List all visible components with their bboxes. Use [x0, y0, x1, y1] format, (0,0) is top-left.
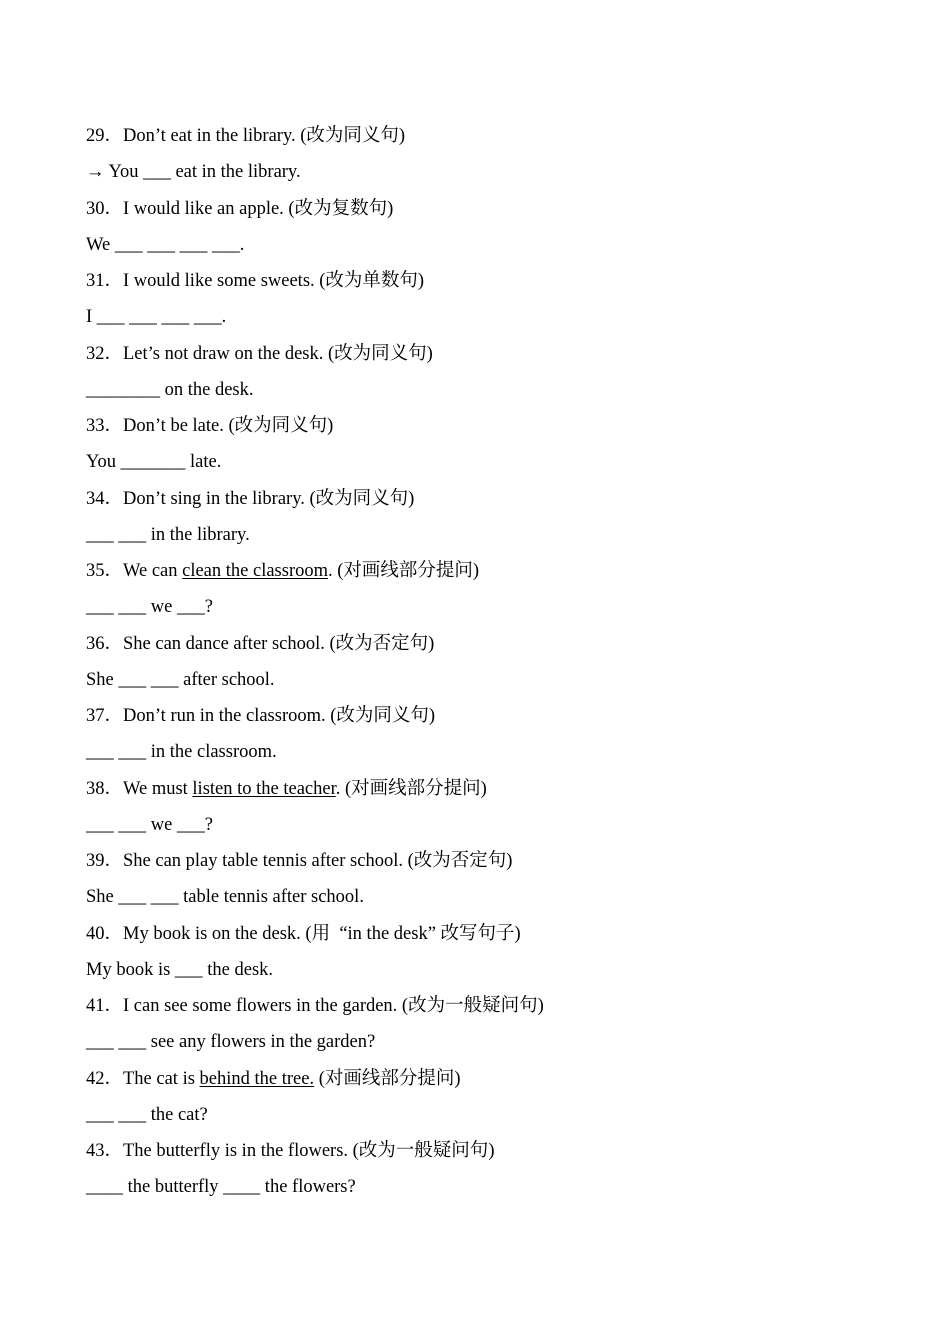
question-line — [86, 626, 886, 662]
answer-line — [86, 879, 886, 915]
text-segment: 43．The butterfly is in the flowers. (改为一般疑问句) — [86, 1141, 495, 1161]
answer-line — [86, 662, 886, 698]
text-segment: 37．Don’t run in the classroom. (改为同义句) — [86, 706, 436, 726]
text-segment: 33．Don’t be late. (改为同义句) — [86, 416, 334, 436]
question-line — [86, 1061, 886, 1097]
worksheet — [86, 118, 886, 1206]
answer-line — [86, 952, 886, 988]
text-segment: 38．We must — [86, 778, 193, 799]
text-segment: I ___ ___ ___ ___. — [86, 307, 227, 328]
text-segment: ___ ___ in the library. — [86, 524, 250, 545]
underlined-phrase: behind the tree. — [199, 1068, 315, 1089]
question-line — [86, 191, 886, 227]
question-line — [86, 481, 886, 517]
question-line — [86, 336, 886, 372]
answer-line — [86, 589, 886, 625]
text-segment: . (对画线部分提问) — [328, 561, 480, 581]
text-segment: 29．Don’t eat in the library. (改为同义句) — [86, 126, 406, 146]
text-segment: 41．I can see some flowers in the garden. (改为一般疑问句) — [86, 996, 544, 1016]
question-line — [86, 553, 886, 589]
question-line — [86, 916, 886, 952]
question-line — [86, 843, 886, 879]
text-segment: 30．I would like an apple. (改为复数句) — [86, 198, 394, 219]
text-segment: ___ ___ see any flowers in the garden? — [86, 1032, 376, 1053]
text-segment: 39．She can play table tennis after school. (改为否定句) — [86, 851, 513, 871]
text-segment: ___ ___ the cat? — [86, 1104, 208, 1125]
text-segment: 32．Let’s not draw on the desk. (改为同义句) — [86, 343, 433, 364]
text-segment: 35．We can — [86, 561, 183, 581]
answer-line — [86, 227, 886, 263]
answer-line — [86, 1097, 886, 1133]
text-segment: ________ on the desk. — [86, 379, 254, 400]
underlined-phrase: clean the classroom — [182, 561, 329, 581]
text-segment: . (对画线部分提问) — [335, 778, 487, 799]
text-segment: (对画线部分提问) — [314, 1068, 461, 1089]
text-segment: She ___ ___ after school. — [86, 669, 275, 690]
answer-line — [86, 154, 886, 190]
text-segment: We ___ ___ ___ ___. — [86, 234, 245, 255]
answer-line — [86, 807, 886, 843]
answer-line — [86, 1169, 886, 1205]
answer-line — [86, 444, 886, 480]
answer-line — [86, 734, 886, 770]
text-segment: 40．My book is on the desk. (用 “in the desk” 改写句子) — [86, 923, 521, 944]
question-line — [86, 698, 886, 734]
text-segment: 36．She can dance after school. (改为否定句) — [86, 633, 435, 654]
question-line — [86, 988, 886, 1024]
text-segment: → You ___ eat in the library. — [86, 162, 301, 183]
answer-line — [86, 372, 886, 408]
text-segment: ___ ___ we ___? — [86, 597, 213, 618]
underlined-phrase: listen to the teacher — [192, 778, 336, 799]
text-segment: 42．The cat is — [86, 1068, 200, 1089]
question-line — [86, 1133, 886, 1169]
answer-line — [86, 299, 886, 335]
question-line — [86, 263, 886, 299]
text-segment: ____ the butterfly ____ the flowers? — [86, 1177, 356, 1198]
answer-line — [86, 1024, 886, 1060]
text-segment: 34．Don’t sing in the library. (改为同义句) — [86, 488, 415, 509]
question-line — [86, 118, 886, 154]
question-line — [86, 771, 886, 807]
text-segment: She ___ ___ table tennis after school. — [86, 887, 364, 908]
text-segment: 31．I would like some sweets. (改为单数句) — [86, 271, 425, 291]
text-segment: ___ ___ we ___? — [86, 814, 213, 835]
text-segment: My book is ___ the desk. — [86, 959, 274, 980]
text-segment: You _______ late. — [86, 452, 222, 473]
answer-line — [86, 517, 886, 553]
question-line — [86, 408, 886, 444]
text-segment: ___ ___ in the classroom. — [86, 742, 277, 763]
